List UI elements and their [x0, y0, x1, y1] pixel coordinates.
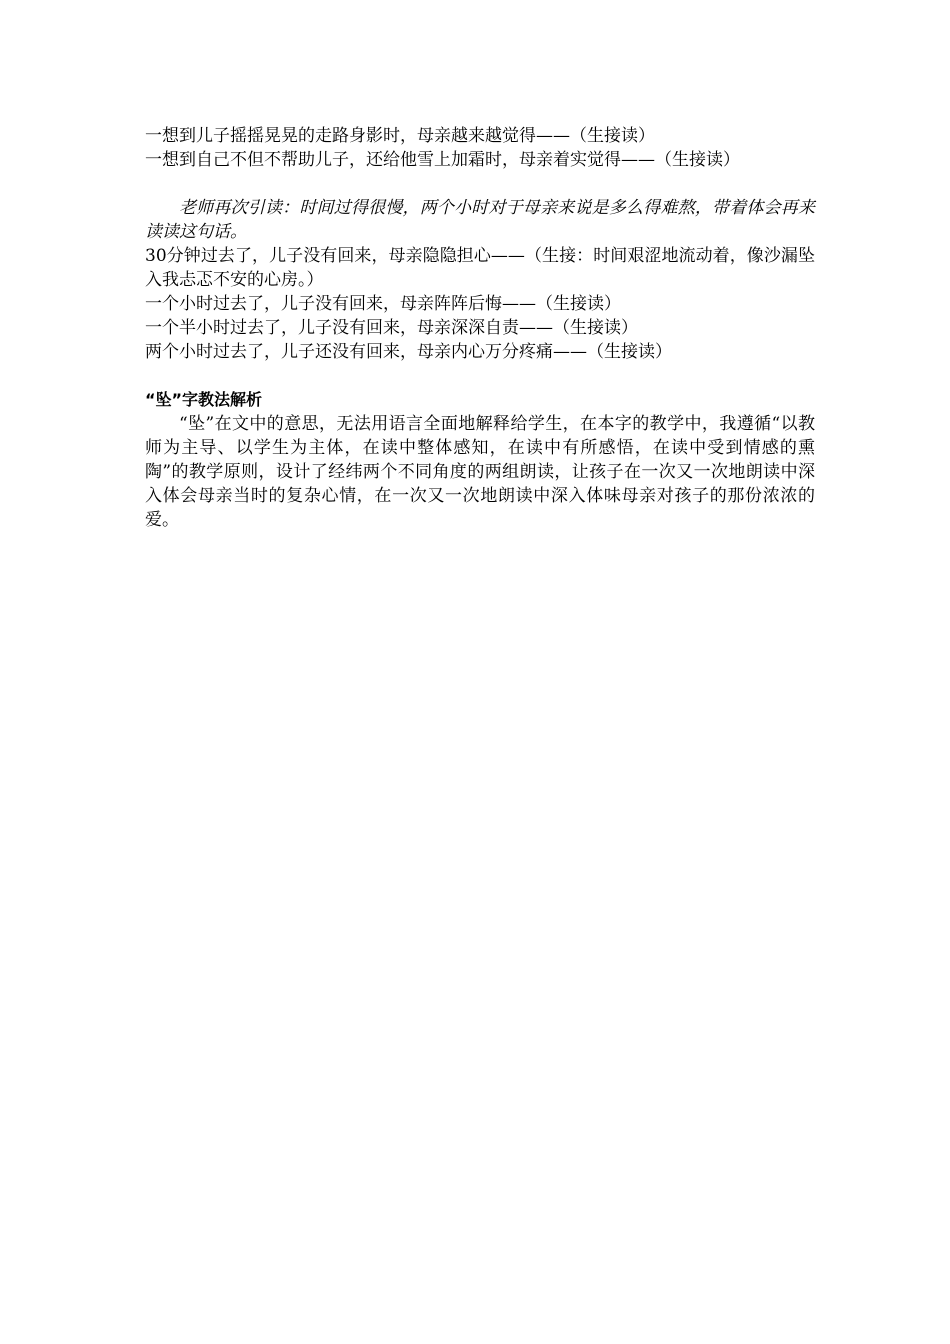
paragraph-gap	[145, 172, 815, 196]
document-body	[145, 124, 815, 532]
reading-line-1hour: 一个小时过去了，儿子没有回来，母亲阵阵后悔——（生接读）	[145, 294, 621, 314]
teacher-prompt: 老师再次引读：时间过得很慢，两个小时对于母亲来说是多么得难熬，带着体会再来读读这句话。	[145, 198, 815, 242]
reading-line-1-5hour: 一个半小时过去了，儿子没有回来，母亲深深自责——（生接读）	[145, 318, 638, 338]
section-heading: “坠”字教法解析	[145, 390, 263, 409]
analysis-paragraph: “坠”在文中的意思，无法用语言全面地解释给学生，在本字的教学中，我遵循“以教师为主导、以学生为主体，在读中整体感知，在读中有所感悟，在读中受到情感的熏陶”的教学原则，设计了经纬两个不同角度的两组朗读，让孩子在一次又一次地朗读中深入体会母亲当时的复杂心情，在一次又一次地朗读中深入体味母亲对孩子的那份浓浓的爱。	[145, 414, 815, 530]
reading-line-30min: 30分钟过去了，儿子没有回来，母亲隐隐担心——（生接：时间艰涩地流动着，像沙漏坠入我忐忑不安的心房。）	[145, 246, 815, 290]
reading-line-2: 一想到自己不但不帮助儿子，还给他雪上加霜时，母亲着实觉得——（生接读）	[145, 150, 740, 170]
reading-line-1: 一想到儿子摇摇晃晃的走路身影时，母亲越来越觉得——（生接读）	[145, 126, 655, 146]
reading-line-2hour: 两个小时过去了，儿子还没有回来，母亲内心万分疼痛——（生接读）	[145, 342, 672, 362]
paragraph-gap	[145, 364, 815, 388]
